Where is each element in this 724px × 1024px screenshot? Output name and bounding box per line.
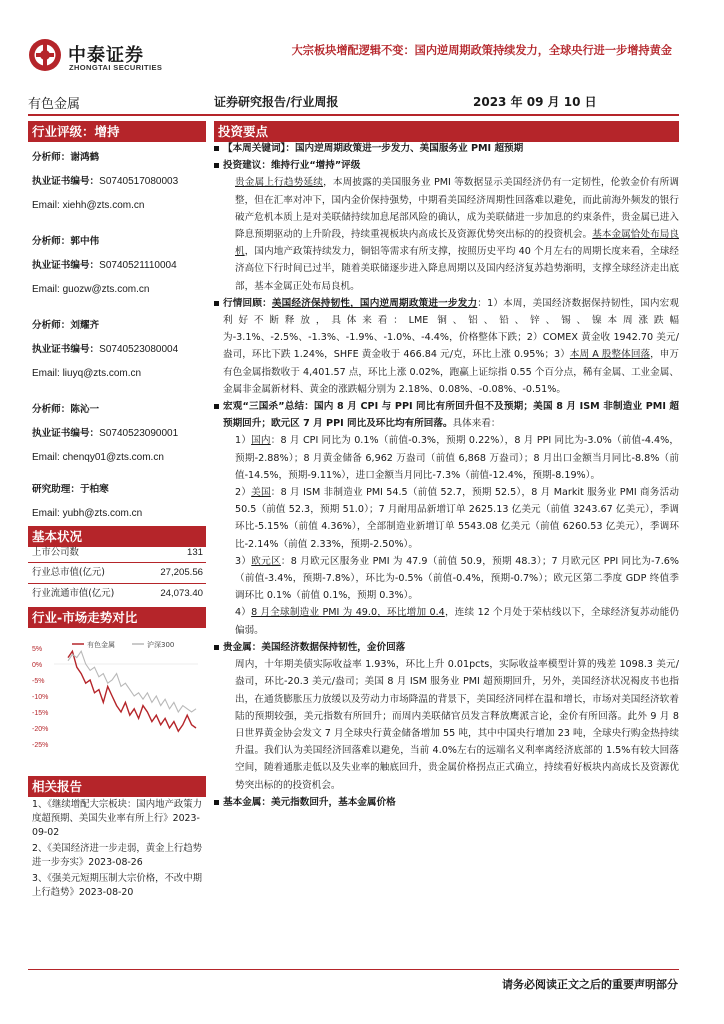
analyst-role: 分析师： [32, 152, 71, 163]
footer-divider [28, 969, 679, 970]
analyst-block-4 [32, 403, 210, 465]
macro-item-eu [214, 553, 679, 605]
basic-divider [28, 583, 206, 584]
macro-index: 2） [235, 487, 252, 499]
advice-paragraph [214, 174, 679, 294]
analyst-name: 郭中伟 [70, 236, 100, 247]
related-title: 相关报告 [28, 776, 206, 797]
analyst-email[interactable]: guozw@zts.com.cn [62, 284, 150, 295]
cert-label: 执业证书编号： [32, 344, 100, 355]
analyst-role: 分析师： [32, 320, 71, 331]
highlights-body [214, 140, 679, 811]
y-tick-label: -10% [32, 694, 49, 701]
y-tick-label: -25% [32, 742, 49, 748]
y-tick-label: -15% [32, 710, 49, 717]
macro-region: 8 月全球制造业 PMI 为 49.0，环比增加 0.4 [251, 607, 445, 619]
basic-status-header [28, 526, 206, 547]
macro-item-china [214, 432, 679, 484]
y-tick-label: -20% [32, 726, 49, 733]
related-item[interactable]: 2、《美国经济进一步走弱，黄金上行趋势进一步夯实》2023-08-26 [32, 843, 203, 868]
basic-label: 上市公司数 [32, 547, 79, 558]
basic-value: 27,205.56 [160, 567, 203, 578]
y-tick-label: -5% [32, 678, 45, 685]
gold-paragraph: 周内，十年期美债实际收益率 1.93%，环比上升 0.01pcts，实际收益率模型计算的残差 1098.3 美元/盎司，环比-20.3 美元/盎司；美国 8 月 ISM 服务业 PMI 超预期回升，另外，美国经济状况褐皮书也指出，在通货膨胀压力放缓以及劳动力市场降温的背景下，美国经济同样在温和增长，市场对美国经济软着陆的预期较强，美元指数有所回升；而周内美联储官员发言释放鹰派言论，金价有所回落。此外 9 月 8 日世界黄金协会发文 7 月全球央行黄金储备增加 55 吨，其中中国央行增加 23 吨，全球央行购金热持续升温。我们认为美国经济回落难以避免，当前 4.0%左右的远端名义利率离经济底部的 1.5%有较大回落空间，随着通胀走低以及失业率的触底回升，贵金属价格拐点正式确立，持续看好板块内高成长及资源优势突出标的的投资机会。 [235, 659, 679, 791]
assistant-role: 研究助理： [32, 484, 80, 495]
report-date: 2023 年 09 月 10 日 [473, 95, 597, 109]
legend-label: 沪深300 [147, 641, 175, 649]
base-metal-title: 基本金属：美元指数回升，基本金属价格 [223, 796, 396, 808]
logo-text-en: ZHONGTAI SECURITIES [69, 63, 163, 72]
keyword-bullet [214, 140, 679, 157]
industry-label: 有色金属 [28, 97, 81, 112]
logo-text-cn: 中泰证券 [68, 45, 144, 66]
footer-disclaimer: 请务必阅读正文之后的重要声明部分 [502, 978, 678, 991]
analyst-role: 分析师： [32, 236, 71, 247]
analyst-email[interactable]: liuyq@zts.com.cn [62, 368, 142, 379]
y-tick-label: 5% [32, 646, 43, 653]
macro-title: 宏观“三国杀”总结：国内 8 月 CPI 与 PPI 同比有所回升但不及预期；美国 8 月 ISM 非制造业 PMI 超预期回升；欧元区 7 月 PPI 同比及环比均有所回落。 [223, 401, 679, 430]
series-line-nonferrous [68, 651, 196, 731]
basic-label: 行业流通市值(亿元) [32, 588, 115, 599]
related-item[interactable]: 3、《强美元短期压制大宗价格，不改中期上行趋势》2023-08-20 [32, 873, 203, 898]
cert-label: 执业证书编号： [32, 428, 100, 439]
cert-label: 执业证书编号： [32, 260, 100, 271]
advice-highlight-2: 基本金属恰处布局良机 [235, 229, 680, 258]
review-highlight-2: 本周 A 股整体回落 [569, 349, 651, 361]
cert-number: S0740521110004 [99, 260, 177, 271]
trend-chart [32, 640, 202, 748]
highlights-title: 投资要点 [214, 121, 679, 142]
analyst-block-2 [32, 235, 210, 297]
basic-value: 24,073.40 [160, 588, 203, 599]
advice-highlight-1: 贵金属上行趋势延续 [235, 177, 324, 189]
basic-row-companies [32, 546, 206, 560]
macro-tail: 具体来看： [452, 418, 501, 430]
basic-row-float-cap [32, 587, 206, 601]
macro-region: 美国 [251, 487, 271, 499]
macro-bullet [214, 398, 679, 432]
assistant-block [32, 483, 210, 521]
header-divider [28, 114, 679, 116]
macro-item-global [214, 604, 679, 638]
analyst-email[interactable]: xiehh@zts.com.cn [62, 200, 145, 211]
macro-index: 4） [235, 607, 252, 619]
analyst-block-1 [32, 151, 210, 213]
email-label: Email: [32, 284, 60, 295]
macro-item-us [214, 484, 679, 553]
advice-bullet [214, 157, 679, 174]
macro-text: ：8 月 CPI 同比为 0.1%（前值-0.3%，预期 0.22%），8 月 PPI 同比为-3.0%（前值-4.4%，预期-2.88%）；8 月黄金储备 6,962 万盎司（前值 6,868 万盎司）；8 月出口金额当月同比-8.8%（前值-14.5%，预期-9.11%），进口金额当月同比-7.3%（前值-12.4%，预期-8.19%）。 [235, 435, 680, 481]
cert-number: S0740523080004 [99, 344, 179, 355]
basic-value: 131 [186, 547, 203, 558]
company-logo [28, 38, 168, 74]
trend-title: 行业-市场走势对比 [28, 607, 206, 628]
email-label: Email: [32, 368, 60, 379]
email-label: Email: [32, 452, 60, 463]
email-label: Email: [32, 508, 60, 519]
related-header [28, 776, 206, 797]
review-highlight: 美国经济保持韧性，国内逆周期政策进一步发力 [271, 297, 478, 309]
advice-text-2: ，国内地产政策持续发力，铜铝等需求有所支撑，按照历史平均 40 个月左右的周期长度来看，全球经济高位下行时间已过半，随着美联储逐步进入降息周期以及国内经济复苏趋势渐明，支撑全球经济走出底部，基本金属正处布局良机。 [235, 246, 680, 292]
review-text-2: ，申万有色金属指数收于 4,401.57 点，环比上涨 0.02%，跑赢上证综指 0.55 个百分点，稀有金属、工业金属、金属非金属新材料、黄金的涨跌幅分别为 2.18%、0.08%、-0.08%、-0.51%。 [223, 349, 679, 395]
report-title: 大宗板块增配逻辑不变：国内逆周期政策持续发力，全球央行进一步增持黄金 [291, 44, 672, 57]
keyword-text: 【本周关键词】：国内逆周期政策进一步发力、美国服务业 PMI 超预期 [223, 143, 524, 154]
macro-region: 欧元区 [251, 555, 281, 567]
review-text-1: ：1）本周，美国经济数据保持韧性，国内宏观利好不断释放，具体来看：LME 铜、铝、铅、锌、锡、镍本周涨跌幅为-3.1%、-2.5%、-1.3%、-1.9%、-1.0%、-4.4%，价格整体下跌；2）COMEX 黄金收 1942.70 美元/盎司，环比下跌 1.24%，SHFE 黄金收于 466.84 元/克，环比上涨 0.95%；3） [223, 297, 680, 361]
logo-mark-icon [28, 38, 62, 72]
base-metal-bullet [214, 794, 679, 811]
left-sidebar [28, 121, 206, 142]
basic-row-total-cap [32, 566, 206, 580]
assistant-name: 于柏寒 [79, 484, 109, 495]
macro-text: ：8 月欧元区服务业 PMI 为 47.9（前值 50.9，预期 48.3）；7 月欧元区 PPI 同比为-7.6%（前值-3.4%，预期-7.8%），环比为-0.5%（前值-0.4%，预期-0.7%）；欧元区第二季度 GDP 终值季调环比 0.1%（前值 0.1%，预期 0.3%）。 [235, 555, 679, 602]
advice-title: 投资建议：维持行业“增持”评级 [223, 160, 361, 172]
cert-number: S0740523090001 [99, 428, 179, 439]
assistant-email[interactable]: yubh@zts.com.cn [62, 508, 143, 519]
y-tick-label: 0% [32, 662, 43, 669]
trend-header [28, 607, 206, 628]
analyst-name: 刘耀齐 [70, 320, 100, 331]
email-label: Email: [32, 200, 60, 211]
legend-label: 有色金属 [87, 641, 115, 649]
cert-number: S0740517080003 [99, 176, 179, 187]
advice-text-1: ，本周披露的美国服务业 PMI 等数据显示美国经济仍有一定韧性，伦敦金价有所调整，但在汇率对冲下，国内金价保持强势，中期看美国经济周期性回落难以避免，而此前海外频发的银行破产危机本质上是对美联储持续加息尾部风险的确认，成为美联储进一步加息的约束条件，贵金属已进入降息预期驱动的上升阶段，持续重视板块内高成长及资源优势突出标的的投资机会。 [235, 177, 679, 241]
related-item[interactable]: 1、《继续增配大宗板块：国内地产政策力度超预期、美国失业率有所上行》2023-09-02 [32, 799, 203, 838]
macro-region: 国内 [251, 435, 271, 447]
basic-divider [28, 562, 206, 563]
basic-status-title: 基本状况 [28, 526, 206, 547]
highlights-header [214, 121, 679, 142]
report-type: 证券研究报告/行业周报 [214, 95, 339, 109]
review-title: 行情回顾： [223, 297, 272, 309]
basic-label: 行业总市值(亿元) [32, 567, 105, 578]
gold-bullet [214, 639, 679, 656]
macro-text: ：8 月 ISM 非制造业 PMI 54.5（前值 52.7，预期 52.5），8 月 Markit 服务业 PMI 商务活动 50.5（前值 52.3，预期 51.0）；7 月耐用品新增订单 2625.13 亿美元（前值 3243.67 亿美元），季调环比-5.15%（前值 4.36%），全部制造业新增订单 5543.08 亿美元（前值 6260.53 亿美元），季调环比-2.14%（前值 2.33%，预期-2.50%）。 [235, 487, 680, 550]
related-list [32, 798, 204, 902]
analyst-role: 分析师： [32, 404, 71, 415]
analyst-email[interactable]: chenqy01@zts.com.cn [62, 452, 164, 463]
macro-text: ，连续 12 个月处于荣枯线以下，全球经济复苏动能仍偏弱。 [235, 607, 679, 636]
review-bullet [214, 295, 679, 398]
cert-label: 执业证书编号： [32, 176, 100, 187]
macro-index: 3） [235, 555, 252, 567]
gold-title: 贵金属：美国经济数据保持韧性，金价回落 [223, 641, 406, 653]
analyst-name: 陈沁一 [70, 404, 100, 415]
rating-title: 行业评级：增持 [28, 121, 206, 142]
macro-index: 1） [235, 435, 252, 447]
analyst-name: 谢鸿鹤 [70, 152, 100, 163]
analyst-block-3 [32, 319, 210, 381]
